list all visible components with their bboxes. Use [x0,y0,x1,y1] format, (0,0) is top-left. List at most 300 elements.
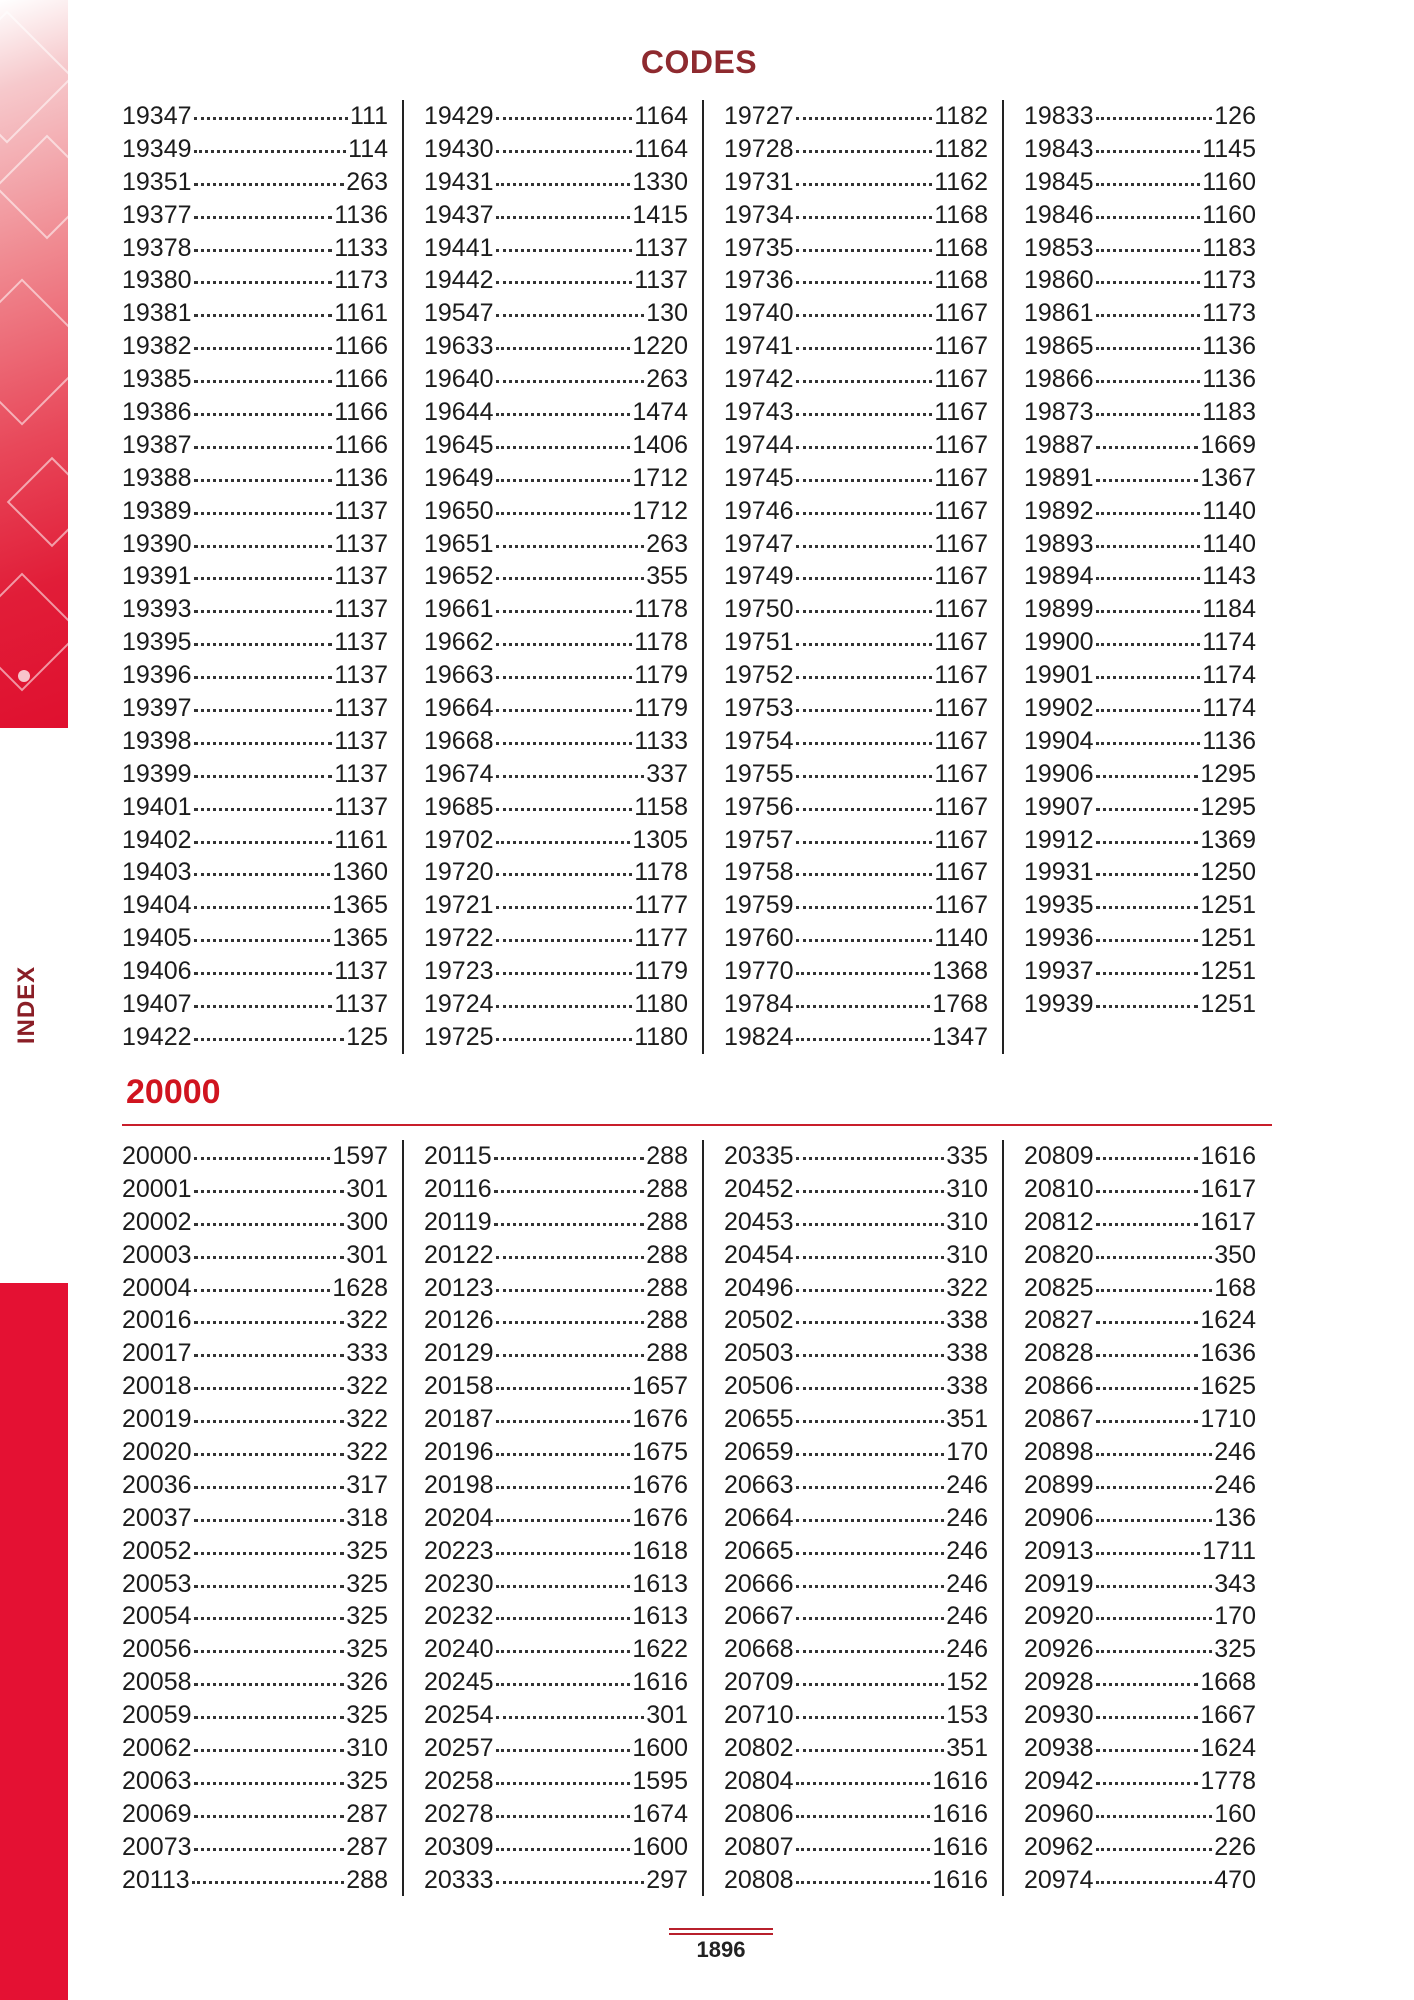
dot-leader [496,577,645,580]
index-entry [724,396,988,429]
entry-code: 19758 [724,858,794,887]
dot-leader [496,1387,631,1390]
entry-code: 19391 [122,562,192,591]
index-entry [724,528,988,561]
index-entry [122,988,388,1021]
entry-code: 20230 [424,1569,494,1598]
index-entry [724,462,988,495]
entry-page: 1768 [932,990,988,1019]
index-entry [724,758,988,791]
entry-page: 1166 [334,365,388,394]
entry-page: 1178 [634,858,688,887]
entry-page: 1140 [934,924,988,953]
index-entry [122,560,388,593]
dot-leader [496,1749,631,1752]
entry-code: 19398 [122,726,192,755]
entry-page: 1250 [1200,858,1256,887]
entry-code: 19939 [1024,990,1094,1019]
entry-page: 1182 [934,102,988,130]
decorative-diamond [0,11,68,144]
dot-leader [194,1782,345,1785]
entry-page: 1168 [934,266,988,295]
entry-code: 19382 [122,332,192,361]
index-entry [424,1633,688,1666]
entry-page: 246 [946,1503,988,1532]
dot-leader [194,643,333,646]
entry-code: 19377 [122,200,192,229]
entry-code: 19651 [424,529,494,558]
entry-page: 335 [946,1142,988,1170]
entry-page: 1667 [1200,1701,1256,1730]
dot-leader [192,1881,345,1884]
dot-leader [1096,610,1201,613]
dot-leader [1096,709,1201,712]
index-entry [424,133,688,166]
entry-page: 288 [646,1207,688,1236]
entry-code: 20016 [122,1306,192,1335]
entry-code: 20974 [1024,1865,1094,1894]
entry-page: 1669 [1200,430,1256,459]
dot-leader [194,281,333,284]
index-entry [724,1699,988,1732]
entry-code: 19751 [724,628,794,657]
index-entry [724,1633,988,1666]
entry-page: 470 [1214,1865,1256,1894]
entry-code: 19742 [724,365,794,394]
entry-page: 1183 [1202,233,1256,262]
dot-leader [796,841,933,844]
index-columns [122,1140,1270,1896]
entry-code: 19901 [1024,661,1094,690]
index-entry [122,133,388,166]
index-entry [724,922,988,955]
dot-leader [194,742,333,745]
index-entry [424,396,688,429]
index-entry [1024,1600,1256,1633]
entry-code: 19685 [424,792,494,821]
entry-code: 20906 [1024,1503,1094,1532]
entry-page: 1168 [934,200,988,229]
index-entry [1024,1140,1256,1173]
entry-page: 1616 [932,1832,988,1861]
dot-leader [194,347,333,350]
dot-leader [496,1038,633,1041]
entry-page: 1330 [632,167,688,196]
entry-page: 263 [346,167,388,196]
index-entry [1024,133,1256,166]
entry-code: 20116 [424,1174,492,1203]
entry-code: 19380 [122,266,192,295]
dot-leader [796,742,933,745]
dot-leader [496,1782,631,1785]
index-entry [724,560,988,593]
entry-code: 20196 [424,1438,494,1467]
entry-code: 19387 [122,430,192,459]
entry-code: 20898 [1024,1438,1094,1467]
dot-leader [1096,347,1201,350]
index-entry [122,758,388,791]
dot-leader [796,972,931,975]
entry-code: 19724 [424,990,494,1019]
dot-leader [194,117,348,120]
dot-leader [1096,906,1199,909]
index-entry [122,396,388,429]
entry-page: 1140 [1202,529,1256,558]
index-entry [1024,396,1256,429]
dot-leader [194,1453,345,1456]
dot-leader [1096,873,1199,876]
index-entry [122,922,388,955]
index-entry [122,1436,388,1469]
index-entry [1024,462,1256,495]
index-entry [724,1568,988,1601]
index-entry [1024,1864,1256,1897]
index-entry [724,955,988,988]
section-heading: 20000 [126,1073,221,1111]
entry-page: 310 [346,1734,388,1763]
entry-code: 19403 [122,858,192,887]
entry-page: 325 [346,1635,388,1664]
dot-leader [1096,1420,1199,1423]
entry-page: 1675 [632,1438,688,1467]
entry-page: 246 [1214,1470,1256,1499]
entry-page: 351 [946,1734,988,1763]
index-entry [724,593,988,626]
dot-leader [1096,1223,1199,1226]
entry-code: 20665 [724,1536,794,1565]
dot-leader [496,545,645,548]
entry-code: 20710 [724,1701,794,1730]
entry-code: 20664 [724,1503,794,1532]
dot-leader [496,676,633,679]
entry-page: 263 [646,365,688,394]
entry-page: 1618 [632,1536,688,1565]
entry-page: 1137 [334,792,388,821]
entry-code: 19404 [122,891,192,920]
index-column [702,1140,1002,1896]
entry-code: 20309 [424,1832,494,1861]
entry-page: 1166 [334,430,388,459]
entry-page: 338 [946,1339,988,1368]
index-entry [1024,1666,1256,1699]
entry-page: 1168 [934,233,988,262]
entry-code: 19912 [1024,825,1094,854]
dot-leader [796,577,933,580]
index-entry [1024,1469,1256,1502]
dot-leader [194,1552,345,1555]
index-entry [724,133,988,166]
dot-leader [1096,1190,1199,1193]
index-entry [122,1568,388,1601]
entry-page: 1133 [634,726,688,755]
entry-page: 1167 [934,463,988,492]
dot-leader [194,610,333,613]
entry-page: 1160 [1202,167,1256,196]
index-entry [424,429,688,462]
dot-leader [796,150,933,153]
entry-code: 20809 [1024,1142,1094,1170]
page-title: CODES [640,44,758,80]
entry-page: 1600 [632,1832,688,1861]
dot-leader [1096,1005,1199,1008]
entry-code: 20240 [424,1635,494,1664]
entry-page: 1674 [632,1799,688,1828]
dot-leader [494,1190,645,1193]
index-entry [724,1304,988,1337]
index-entry [1024,297,1256,330]
index-entry [724,199,988,232]
entry-code: 19902 [1024,694,1094,723]
dot-leader [496,1289,645,1292]
index-entry [724,856,988,889]
entry-page: 1595 [632,1766,688,1795]
dot-leader [194,1749,345,1752]
entry-page: 1365 [332,891,388,920]
dot-leader [796,1420,945,1423]
entry-code: 19741 [724,332,794,361]
index-entry [1024,791,1256,824]
dot-leader [796,1486,945,1489]
dot-leader [1096,1486,1213,1489]
entry-code: 19429 [424,102,494,130]
entry-page: 1137 [334,694,388,723]
entry-page: 288 [646,1142,688,1170]
entry-page: 325 [346,1602,388,1631]
index-entry [424,988,688,1021]
entry-page: 1628 [332,1273,388,1302]
entry-page: 1179 [634,661,688,690]
index-entry [1024,264,1256,297]
dot-leader [496,117,633,120]
dot-leader [796,1749,945,1752]
index-entry [122,1239,388,1272]
entry-page: 1617 [1200,1207,1256,1236]
dot-leader [494,1157,645,1160]
index-entry [424,659,688,692]
entry-code: 19347 [122,102,192,130]
dot-leader [796,1815,931,1818]
entry-page: 1137 [334,726,388,755]
index-entry [724,791,988,824]
entry-page: 1251 [1200,957,1256,986]
index-entry [122,1765,388,1798]
dot-leader [496,939,633,942]
index-entry [1024,1436,1256,1469]
entry-code: 19907 [1024,792,1094,821]
index-entry [1024,1370,1256,1403]
entry-code: 19405 [122,924,192,953]
dot-leader [796,545,933,548]
index-entry [424,297,688,330]
index-entry [724,1206,988,1239]
entry-page: 343 [1214,1569,1256,1598]
entry-code: 20930 [1024,1701,1094,1730]
entry-page: 1251 [1200,924,1256,953]
entry-code: 19892 [1024,496,1094,525]
entry-code: 19906 [1024,759,1094,788]
dot-leader [194,1038,345,1041]
index-entry [1024,1535,1256,1568]
entry-code: 20069 [122,1799,192,1828]
entry-page: 300 [346,1207,388,1236]
dot-leader [194,446,333,449]
dot-leader [496,1815,631,1818]
entry-page: 1173 [334,266,388,295]
section-divider [122,1124,1272,1126]
index-entry [122,1798,388,1831]
entry-page: 1613 [632,1602,688,1631]
dot-leader [796,1519,945,1522]
entry-page: 1295 [1200,792,1256,821]
dot-leader [496,1585,631,1588]
entry-code: 19640 [424,365,494,394]
entry-page: 1368 [932,957,988,986]
entry-code: 19441 [424,233,494,262]
entry-code: 20258 [424,1766,494,1795]
dot-leader [1096,1256,1213,1259]
index-entry [424,1600,688,1633]
entry-code: 19351 [122,167,192,196]
entry-code: 19891 [1024,463,1094,492]
entry-page: 1183 [1202,398,1256,427]
side-index-text: INDEX [13,965,40,1045]
dot-leader [194,1289,331,1292]
dot-leader [194,314,333,317]
index-entry [724,1831,988,1864]
entry-page: 1136 [1202,332,1256,361]
dot-leader [1096,1453,1213,1456]
index-entry [724,659,988,692]
entry-page: 1166 [334,398,388,427]
entry-page: 322 [346,1372,388,1401]
entry-code: 19406 [122,957,192,986]
index-entry [424,1765,688,1798]
entry-code: 19389 [122,496,192,525]
index-entry [1024,1502,1256,1535]
index-entry [424,528,688,561]
entry-page: 288 [646,1306,688,1335]
entry-page: 246 [946,1635,988,1664]
index-entry [724,363,988,396]
entry-code: 19745 [724,463,794,492]
index-entry [424,1370,688,1403]
entry-code: 20668 [724,1635,794,1664]
entry-code: 19422 [122,1022,192,1051]
entry-code: 20020 [122,1438,192,1467]
dot-leader [496,1354,645,1357]
dot-leader [194,1683,345,1686]
index-entry [424,1699,688,1732]
entry-code: 19381 [122,299,192,328]
dot-leader [496,413,631,416]
entry-code: 20938 [1024,1734,1094,1763]
dot-leader [194,1815,345,1818]
dot-leader [1096,742,1201,745]
index-entry [424,824,688,857]
entry-code: 20062 [122,1734,192,1763]
entry-code: 19397 [122,694,192,723]
entry-code: 19784 [724,990,794,1019]
entry-code: 19744 [724,430,794,459]
entry-page: 310 [946,1174,988,1203]
entry-code: 19899 [1024,595,1094,624]
entry-code: 19893 [1024,529,1094,558]
dot-leader [496,1321,645,1324]
index-column [402,1140,702,1896]
dot-leader [496,1650,631,1653]
dot-leader [496,972,633,975]
dot-leader [1096,249,1201,252]
index-entry [122,1337,388,1370]
index-entry [1024,758,1256,791]
entry-page: 1668 [1200,1668,1256,1697]
entry-code: 20002 [122,1207,192,1236]
dot-leader [1096,1881,1213,1884]
entry-page: 310 [946,1240,988,1269]
index-entry [122,791,388,824]
index-entry [1024,922,1256,955]
dot-leader [1096,1650,1213,1653]
entry-page: 153 [946,1701,988,1730]
index-entry [424,955,688,988]
index-entry [424,1568,688,1601]
index-entry [724,1864,988,1897]
dot-leader [194,1005,333,1008]
entry-page: 1597 [332,1142,388,1170]
entry-page: 170 [946,1438,988,1467]
index-entry [724,1469,988,1502]
entry-code: 20119 [424,1207,492,1236]
index-entry [122,297,388,330]
index-entry [122,856,388,889]
codes-block-19000 [122,100,1270,1054]
entry-code: 20058 [122,1668,192,1697]
dot-leader [1096,479,1199,482]
index-entry [122,363,388,396]
index-entry [724,232,988,265]
entry-code: 20278 [424,1799,494,1828]
index-entry [1024,1765,1256,1798]
entry-code: 20019 [122,1405,192,1434]
entry-code: 19662 [424,628,494,657]
dot-leader [194,216,333,219]
entry-code: 20807 [724,1832,794,1861]
dot-leader [194,1519,345,1522]
entry-code: 20000 [122,1142,192,1170]
dot-leader [194,413,333,416]
index-entry [424,1239,688,1272]
index-entry [1024,1568,1256,1601]
index-entry [1024,1831,1256,1864]
dot-leader [796,1321,945,1324]
entry-code: 19846 [1024,200,1094,229]
entry-code: 20919 [1024,1569,1094,1598]
entry-page: 1167 [934,398,988,427]
entry-code: 20018 [122,1372,192,1401]
entry-code: 19935 [1024,891,1094,920]
index-entry [724,1666,988,1699]
entry-page: 310 [946,1207,988,1236]
entry-code: 20333 [424,1865,494,1894]
index-entry [424,330,688,363]
dot-leader [796,1683,945,1686]
dot-leader [796,1005,931,1008]
entry-page: 1140 [1202,496,1256,525]
entry-page: 1167 [934,628,988,657]
index-entry [1024,856,1256,889]
dot-leader [496,1486,631,1489]
dot-leader [796,183,933,186]
